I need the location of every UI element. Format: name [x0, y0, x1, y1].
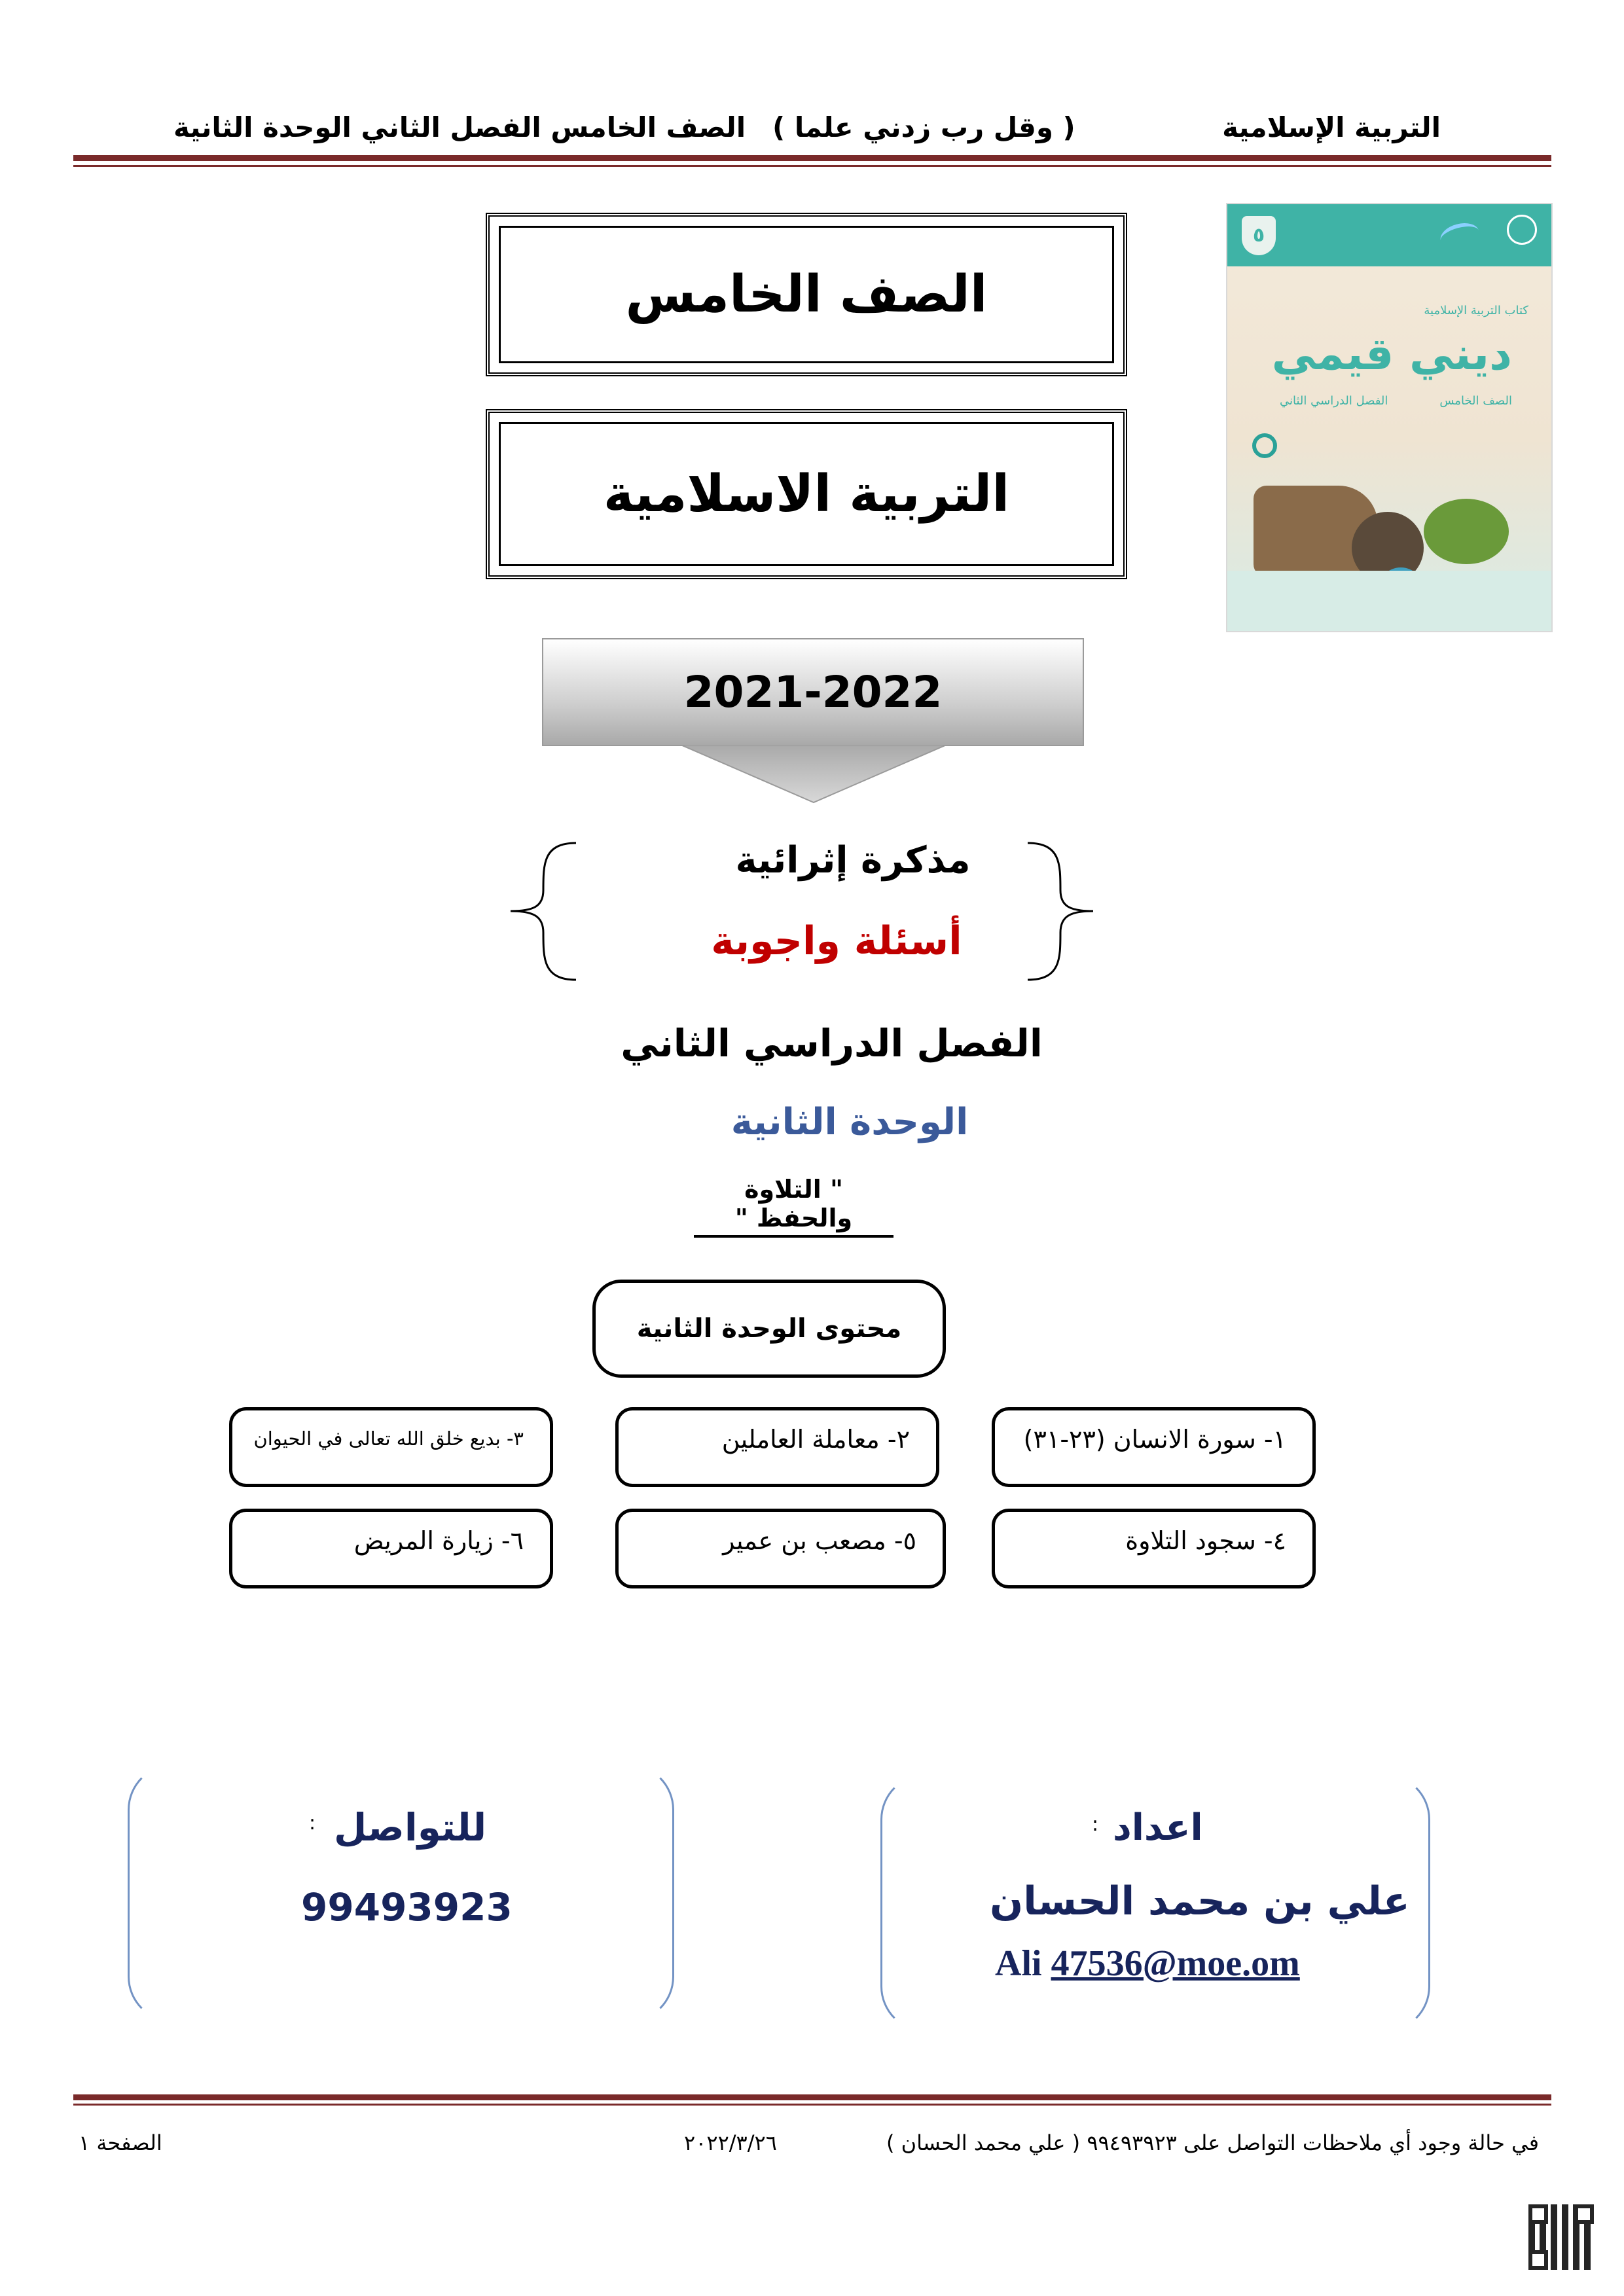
book-cover-base [1227, 571, 1551, 631]
book-cover-image [1226, 203, 1553, 632]
contact-colon: : [309, 1812, 316, 1835]
qr-finder [1528, 2250, 1548, 2270]
header-rule-thin [73, 165, 1551, 167]
contents-title: محتوى الوحدة الثانية [636, 1314, 902, 1344]
topic-item-3: ٣- بديع خلق الله تعالى في الحيوان [229, 1407, 553, 1487]
book-photo-nature [1424, 499, 1509, 564]
author-email [995, 1943, 1300, 1984]
topic-item-6: ٦- زيارة المريض [229, 1509, 553, 1588]
grade-title: الصف الخامس [625, 265, 988, 324]
topic-item-5: ٥- مصعب بن عمير [615, 1509, 946, 1588]
semester-title: الفصل الدراسي الثاني [621, 1021, 1043, 1066]
book-title: ديني قيمي [1271, 329, 1512, 380]
grade-title-frame [486, 213, 1127, 376]
header-rule [73, 155, 1551, 161]
header-course: الصف الخامس الفصل الثاني الوحدة الثانية [173, 111, 746, 143]
book-term: الفصل الدراسي الثاني [1280, 394, 1388, 408]
note-title: مذكرة إثرائية [735, 839, 971, 882]
subject-title: التربية الاسلامية [603, 465, 1010, 524]
year-text: 2021-2022 [683, 667, 943, 717]
footer-rule [73, 2094, 1551, 2100]
footer-rule-thin [73, 2104, 1551, 2106]
contents-title-box [592, 1280, 946, 1378]
header-subject: التربية الإسلامية [1222, 111, 1441, 143]
header-motto: ( وقل رب زدني علما ) [772, 111, 1075, 143]
footer-note: في حالة وجود أي ملاحظات التواصل على ٩٩٤٩٣٩٢٣ ( علي محمد الحسان ) [886, 2130, 1539, 2155]
book-series: كتاب التربية الإسلامية [1424, 304, 1528, 317]
topic-item-1: ١- سورة الانسان (٢٣-٣١) [992, 1407, 1316, 1487]
qr-finder [1574, 2204, 1594, 2224]
unit-topic: " التلاوة والحفظ " [694, 1175, 893, 1238]
author-colon: : [1092, 1813, 1099, 1836]
year-banner-arrow [681, 745, 947, 804]
topic-item-2: ٢- معاملة العاملين [615, 1407, 939, 1487]
author-name: علي بن محمد الحسان [990, 1878, 1410, 1924]
unit-title: الوحدة الثانية [731, 1101, 969, 1143]
contact-phone: 99493923 [301, 1885, 513, 1929]
contact-label: للتواصل [334, 1805, 487, 1850]
footer-page: الصفحة ١ [79, 2130, 162, 2155]
qr-finder [1528, 2204, 1548, 2224]
book-grade: الصف الخامس [1439, 394, 1512, 408]
book-grade-badge: ٥ [1242, 216, 1276, 255]
topic-item-4: ٤- سجود التلاوة [992, 1509, 1316, 1588]
note-subtitle: أسئلة واجوبة [711, 918, 962, 964]
gear-icon [1252, 433, 1277, 458]
year-banner [542, 638, 1084, 746]
emblem-icon [1507, 215, 1537, 245]
author-label: اعداد [1113, 1806, 1203, 1849]
subject-title-frame [486, 409, 1127, 579]
book-cover-band [1227, 204, 1551, 266]
email-link[interactable]: 47536@moe.om [1051, 1943, 1300, 1984]
footer-date: ٢٠٢٢/٣/٢٦ [684, 2130, 777, 2155]
email-prefix: Ali [995, 1943, 1051, 1984]
qr-code-icon [1528, 2204, 1594, 2270]
